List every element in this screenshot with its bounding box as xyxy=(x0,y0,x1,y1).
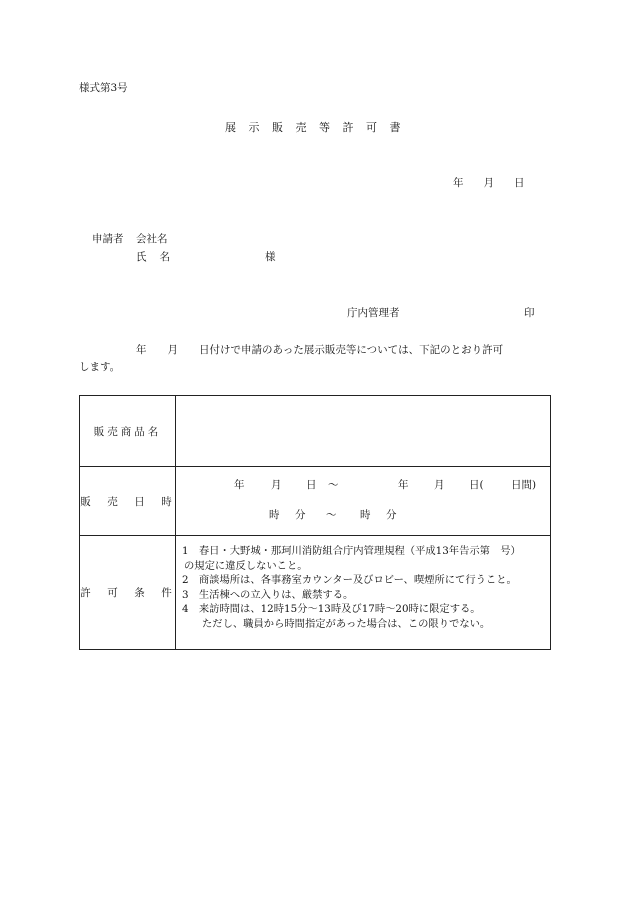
permit-conditions-label: 許 可 条 件 xyxy=(80,536,176,650)
sale-dates-value xyxy=(176,467,551,536)
conditions-list xyxy=(176,536,550,631)
start-day: 日 xyxy=(306,479,317,491)
condition-item: 4 来訪時間は、12時15分〜13時及び17時〜20時に限定する。 xyxy=(182,603,481,615)
seal-mark: 印 xyxy=(524,307,535,319)
title-char: 示 xyxy=(248,121,260,134)
end-month: 月 xyxy=(434,479,445,491)
condition-item: 1 春日・大野城・那珂川消防組合庁内管理規程（平成13年告示第 号） xyxy=(182,545,521,557)
start-year: 年 xyxy=(234,479,245,491)
permit-table xyxy=(79,395,551,650)
end-day: 日( xyxy=(469,479,484,491)
statement-line2: します。 xyxy=(79,361,121,373)
time-tilde: 〜 xyxy=(326,509,337,521)
table-row xyxy=(80,467,551,536)
title-char: 展 xyxy=(225,121,236,134)
day-count: 日間) xyxy=(511,479,537,491)
issue-date xyxy=(453,175,525,190)
end-hour: 時 xyxy=(360,509,371,521)
statement-line1: 日付けで申請のあった展示販売等については、下記のとおり許可 xyxy=(199,344,504,356)
condition-item: ただし、職員から時間指定があった場合は、この限りでない。 xyxy=(202,617,491,630)
applicant-label: 申請者 xyxy=(92,233,124,245)
product-name-value xyxy=(176,396,551,467)
start-hour: 時 xyxy=(269,509,280,521)
title-char: 販 xyxy=(272,121,283,134)
name-char: 氏 xyxy=(136,251,147,263)
condition-item: 3 生活棟への立入りは、厳禁する。 xyxy=(182,588,354,601)
form-number: 様式第3号 xyxy=(79,82,128,94)
table-row xyxy=(80,536,551,650)
title-char: 許 xyxy=(342,121,354,134)
manager-label: 庁内管理者 xyxy=(347,307,400,319)
title-char: 売 xyxy=(295,121,307,134)
title-char: 可 xyxy=(366,121,377,134)
date-year: 年 xyxy=(453,177,464,189)
company-name-label: 会社名 xyxy=(136,233,168,245)
statement-year: 年 xyxy=(136,344,147,356)
honorific: 様 xyxy=(265,251,276,263)
date-month: 月 xyxy=(483,177,494,189)
product-name-label: 販売商品名 xyxy=(80,396,176,467)
table-row xyxy=(80,396,551,467)
title-char: 書 xyxy=(389,121,401,134)
start-minute: 分 xyxy=(295,509,306,521)
statement-month: 月 xyxy=(167,344,178,356)
sale-time-range xyxy=(176,507,550,525)
start-month: 月 xyxy=(271,479,282,491)
permit-conditions-value xyxy=(176,536,551,650)
end-year: 年 xyxy=(398,479,409,491)
permit-statement xyxy=(79,342,551,376)
date-day: 日 xyxy=(514,177,525,189)
applicant-name-label xyxy=(136,249,170,264)
name-char: 名 xyxy=(159,251,170,263)
sale-date-range xyxy=(176,477,550,495)
condition-item: 2 商談場所は、各事務室カウンター及びロビー、喫煙所にて行うこと。 xyxy=(182,574,517,586)
document-title xyxy=(225,119,401,135)
sale-dates-label: 販 売 日 時 xyxy=(80,467,176,536)
title-char: 等 xyxy=(319,121,330,134)
range-tilde: 〜 xyxy=(328,479,339,491)
end-minute: 分 xyxy=(386,509,397,521)
condition-item: の規定に違反しないこと。 xyxy=(184,559,308,572)
